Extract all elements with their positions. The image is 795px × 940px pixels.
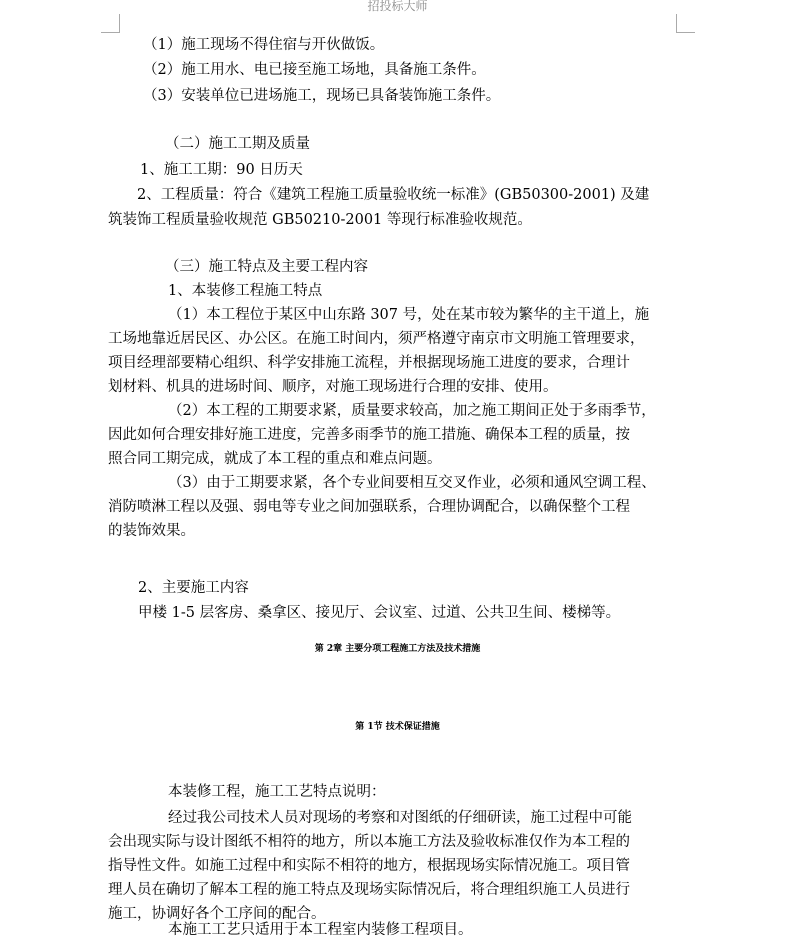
text-line: （2）本工程的工期要求紧，质量要求较高，加之施工期间正处于多雨季节， (168, 403, 656, 419)
text-line: 划材料、机具的进场时间、顺序，对施工现场进行合理的安排、使用。 (108, 379, 558, 395)
text-line: 本施工工艺只适用于本工程室内装修工程项目。 (168, 922, 473, 938)
text-line: （1）本工程位于某区中山东路 307 号，处在某市较为繁华的主干道上，施 (168, 307, 650, 323)
text-line: 会出现实际与设计图纸不相符的地方，所以本施工方法及验收标准仅作为本工程的 (108, 834, 630, 850)
subheading: 2、主要施工内容 (138, 580, 249, 596)
text-line: 因此如何合理安排好施工进度，完善多雨季节的施工措施、确保本工程的质量，按 (108, 427, 630, 443)
text-line: 2、工程质量：符合《建筑工程施工质量验收统一标准》(GB50300-2001) 及建 (137, 187, 650, 203)
text-line: （1）施工现场不得住宿与开伙做饭。 (143, 37, 385, 53)
text-line: 项目经理部要精心组织、科学安排施工流程，并根据现场施工进度的要求，合理计 (108, 355, 630, 371)
text-line: （3）安装单位已进场施工，现场已具备装饰施工条件。 (143, 88, 501, 104)
text-line: 甲楼 1-5 层客房、桑拿区、接见厅、会议室、过道、公共卫生间、楼梯等。 (138, 605, 621, 621)
text-line: 工场地靠近居民区、办公区。在施工时间内，须严格遵守南京市文明施工管理要求， (108, 331, 645, 347)
subheading: （三）施工特点及主要工程内容 (165, 259, 368, 275)
chapter-heading: 第 2章 主要分项工程施工方法及技术措施 (314, 644, 481, 654)
text-line: 1、施工工期：90 日历天 (140, 162, 303, 178)
text-line: 1、本装修工程施工特点 (168, 283, 323, 299)
text-line: 施工，协调好各个工序间的配合。 (108, 906, 326, 922)
section-heading: 第 1节 技术保证措施 (355, 722, 440, 732)
text-line: 的装饰效果。 (108, 523, 195, 539)
margin-corner-left (101, 14, 120, 33)
subheading: （二）施工工期及质量 (165, 136, 310, 152)
text-line: 指导性文件。如施工过程中和实际不相符的地方，根据现场实际情况施工。项目管 (108, 858, 630, 874)
text-line: （3）由于工期要求紧，各个专业间要相互交叉作业，必须和通风空调工程、 (168, 475, 656, 491)
text-line: （2）施工用水、电已接至施工场地，具备施工条件。 (143, 62, 486, 78)
page-header: 招投标大师 (367, 0, 428, 13)
text-line: 理人员在确切了解本工程的施工特点及现场实际情况后，将合理组织施工人员进行 (108, 882, 630, 898)
text-line: 本装修工程，施工工艺特点说明： (168, 784, 386, 800)
text-line: 消防喷淋工程以及强、弱电等专业之间加强联系，合理协调配合，以确保整个工程 (108, 499, 630, 515)
margin-corner-right (676, 14, 695, 33)
text-line: 经过我公司技术人员对现场的考察和对图纸的仔细研读，施工过程中可能 (168, 810, 632, 826)
text-line: 筑装饰工程质量验收规范 GB50210-2001 等现行标准验收规范。 (108, 212, 532, 228)
text-line: 照合同工期完成，就成了本工程的重点和难点问题。 (108, 451, 442, 467)
